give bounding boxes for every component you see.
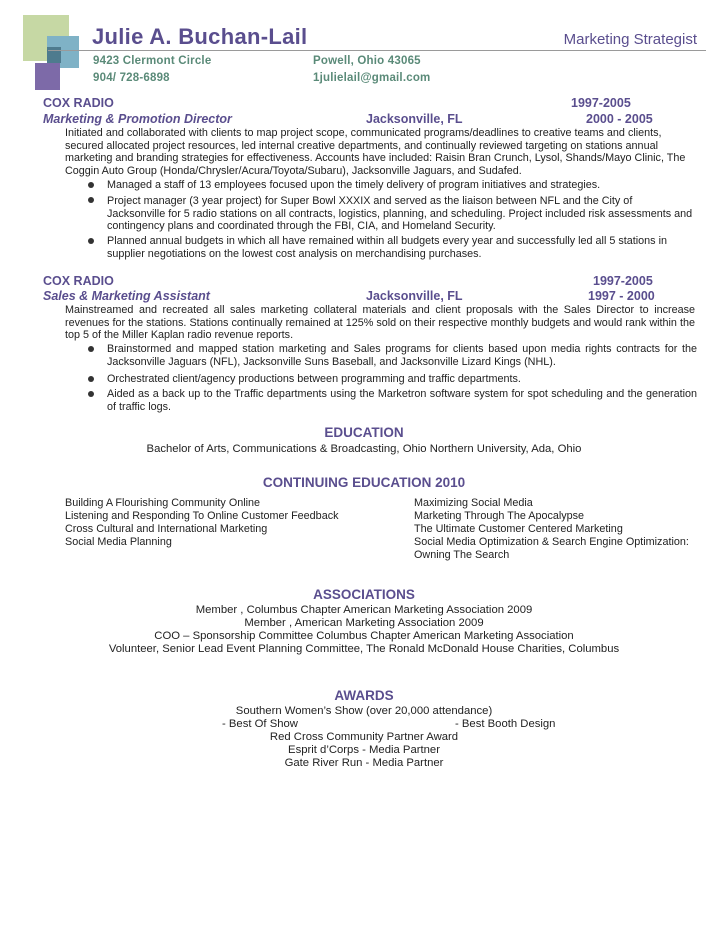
award-line: Red Cross Community Partner Award — [269, 731, 459, 743]
course-item: Social Media Optimization & Search Engine Optimization: — [414, 536, 689, 548]
job2-bullet-1: Brainstormed and mapped station marketing and Sales programs for clients based upon media rights contracts for the Jacksonville Jaguars (NFL), Jacksonville Suns Baseball, and Jacksonville Lizard Kings (NHL). — [107, 343, 697, 368]
job2-company: COX RADIO — [43, 274, 114, 288]
association-line: Member , Columbus Chapter American Marketing Association 2009 — [195, 604, 533, 616]
bullet-dot — [88, 346, 94, 352]
bullet-dot — [88, 197, 94, 203]
job1-bullet-1: Managed a staff of 13 employees focused upon the timely delivery of program initiatives and strategies. — [107, 179, 601, 191]
bullet-dot — [88, 391, 94, 397]
job2-bullet-2: Orchestrated client/agency productions between programming and traffic departments. — [107, 373, 521, 385]
associations-title: ASSOCIATIONS — [313, 587, 415, 602]
address: 9423 Clermont Circle — [93, 55, 212, 67]
education-line: Bachelor of Arts, Communications & Broadcasting, Ohio Northern University, Ada, Ohio — [146, 443, 582, 455]
job1-years: 1997-2005 — [571, 96, 631, 110]
job1-company: COX RADIO — [43, 96, 114, 110]
job2-bullet-3: Aided as a back up to the Traffic departments using the Marketron software system for spot scheduling and the generation of traffic logs. — [107, 388, 697, 413]
education-title: EDUCATION — [324, 425, 404, 440]
course-item: Listening and Responding To Online Customer Feedback — [65, 510, 339, 522]
phone: 904/ 728-6898 — [93, 72, 170, 84]
job2-years: 1997-2005 — [593, 274, 653, 288]
award-best-booth: - Best Booth Design — [455, 718, 556, 730]
course-item: Marketing Through The Apocalypse — [414, 510, 585, 522]
award-best-show: - Best Of Show — [222, 718, 298, 730]
job1-title-years: 2000 - 2005 — [586, 112, 653, 126]
candidate-name: Julie A. Buchan-Lail — [92, 24, 308, 49]
course-item: Building A Flourishing Community Online — [65, 497, 261, 509]
course-item: Maximizing Social Media — [414, 497, 533, 509]
association-line: Member , American Marketing Association 2009 — [244, 617, 484, 629]
job2-title-years: 1997 - 2000 — [588, 289, 655, 303]
job1-summary: Initiated and collaborated with clients to map project scope, communicated programs/deadlines to creative teams and clients, secured allocated project resources, led internal creative departments, and continually reviewed targeting on stations annual marketing and branding strategies for effectiveness. Accounts have included: Raisin Bran Crunch, Lysol, Shands/Mayo Clinic, The Coggin Auto Group (Honda/Chrysler/Acura/Toyota/Subaru), Jacksonville Jaguars, and Sudafed. — [65, 127, 686, 177]
job2-location: Jacksonville, FL — [366, 289, 463, 303]
bullet-dot — [88, 182, 94, 188]
bullet-dot — [88, 238, 94, 244]
award-line: Esprit d’Corps - Media Partner — [288, 744, 440, 756]
header-divider — [48, 50, 706, 51]
job1-bullet-3: Planned annual budgets in which all have remained within all budgets every year and successfully led all 5 stations in supplier negotiations on the lowest cost analysis on merchandising purchases. — [107, 235, 667, 260]
logo-square-purple — [35, 63, 60, 90]
course-item: The Ultimate Customer Centered Marketing — [414, 523, 623, 535]
job1-location: Jacksonville, FL — [366, 112, 463, 126]
course-item: Cross Cultural and International Marketing — [65, 523, 268, 535]
job2-title: Sales & Marketing Assistant — [43, 289, 210, 303]
job2-summary: Mainstreamed and recreated all sales marketing collateral materials and client proposals with the Sales Director to increase revenues for the stations. Stations continually remained at 125% sold on their respective monthly budgets and would rank within the top 5 of the Miller Kaplan radio revenue reports. — [65, 304, 695, 341]
role-title: Marketing Strategist — [563, 31, 697, 48]
award-line: Southern Women’s Show (over 20,000 attendance) — [235, 705, 493, 717]
awards-title: AWARDS — [334, 688, 394, 703]
course-item: Owning The Search — [414, 549, 510, 561]
continuing-title: CONTINUING EDUCATION 2010 — [262, 475, 466, 490]
job1-title: Marketing & Promotion Director — [43, 112, 232, 126]
job1-bullet-2: Project manager (3 year project) for Super Bowl XXXIX and served as the liaison between NFL and the City of Jacksonville for 5 radio stations on all contracts, logistics, planning, and scheduling. Project included risk assessments and contingency plans and coordinated through the FBI, CIA, and Homeland Security. — [107, 195, 693, 232]
bullet-dot — [88, 376, 94, 382]
association-line: COO – Sponsorship Committee Columbus Chapter American Marketing Association — [154, 630, 574, 642]
email[interactable]: 1julielail@gmail.com — [313, 72, 431, 84]
association-line: Volunteer, Senior Lead Event Planning Committee, The Ronald McDonald House Charities, Columbus — [108, 643, 620, 655]
award-line: Gate River Run - Media Partner — [284, 757, 444, 769]
city: Powell, Ohio 43065 — [313, 55, 421, 67]
course-item: Social Media Planning — [65, 536, 172, 548]
